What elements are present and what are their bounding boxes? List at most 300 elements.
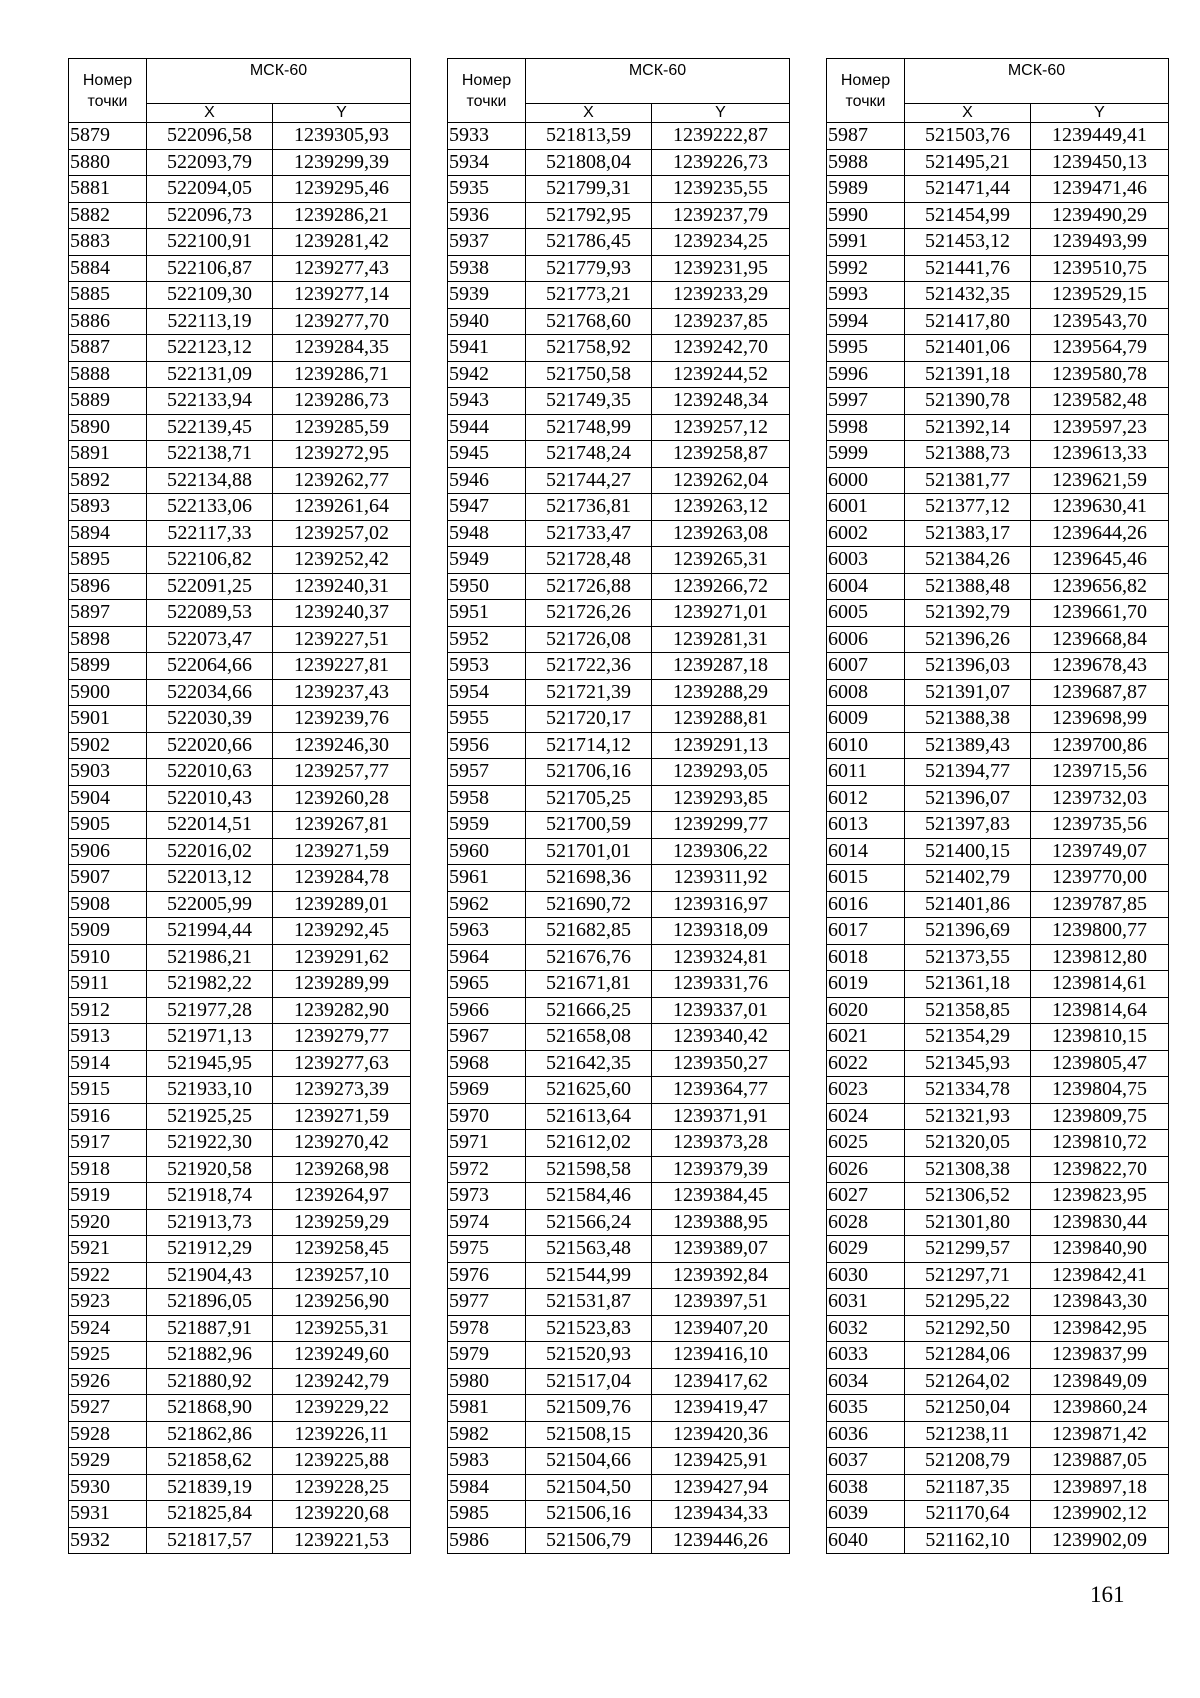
point-number-cell: 6004 <box>827 573 905 600</box>
x-coordinate-cell: 521705,25 <box>526 785 652 812</box>
table-row <box>448 1236 790 1263</box>
y-coordinate-cell: 1239902,12 <box>1031 1501 1169 1528</box>
y-coordinate-cell: 1239277,43 <box>273 255 411 282</box>
table-row <box>448 388 790 415</box>
table-row <box>827 1130 1169 1157</box>
point-number-cell: 6021 <box>827 1024 905 1051</box>
point-number-cell: 5894 <box>69 520 147 547</box>
y-coordinate-cell: 1239293,85 <box>652 785 790 812</box>
y-coordinate-cell: 1239749,07 <box>1031 838 1169 865</box>
table-row <box>827 838 1169 865</box>
y-coordinate-cell: 1239830,44 <box>1031 1209 1169 1236</box>
y-coordinate-cell: 1239227,51 <box>273 626 411 653</box>
point-number-cell: 5958 <box>448 785 526 812</box>
table-row <box>69 1103 411 1130</box>
y-coordinate-cell: 1239220,68 <box>273 1501 411 1528</box>
table-row <box>69 123 411 150</box>
y-coordinate-cell: 1239373,28 <box>652 1130 790 1157</box>
x-coordinate-cell: 521912,29 <box>147 1236 273 1263</box>
y-coordinate-cell: 1239257,10 <box>273 1262 411 1289</box>
table-row <box>448 1024 790 1051</box>
x-coordinate-cell: 521825,84 <box>147 1501 273 1528</box>
point-number-cell: 6022 <box>827 1050 905 1077</box>
table-row <box>448 1368 790 1395</box>
point-number-cell: 5981 <box>448 1395 526 1422</box>
y-coordinate-cell: 1239295,46 <box>273 176 411 203</box>
point-number-cell: 5957 <box>448 759 526 786</box>
y-coordinate-cell: 1239644,26 <box>1031 520 1169 547</box>
point-number-cell: 5972 <box>448 1156 526 1183</box>
y-coordinate-cell: 1239371,91 <box>652 1103 790 1130</box>
y-coordinate-cell: 1239277,70 <box>273 308 411 335</box>
y-coordinate-cell: 1239732,03 <box>1031 785 1169 812</box>
y-coordinate-cell: 1239286,73 <box>273 388 411 415</box>
table-row <box>827 1024 1169 1051</box>
y-coordinate-cell: 1239240,31 <box>273 573 411 600</box>
point-number-cell: 5969 <box>448 1077 526 1104</box>
table-row <box>827 759 1169 786</box>
table-row <box>69 467 411 494</box>
y-coordinate-cell: 1239510,75 <box>1031 255 1169 282</box>
x-coordinate-cell: 521748,99 <box>526 414 652 441</box>
point-number-cell: 5939 <box>448 282 526 309</box>
x-coordinate-cell: 521396,26 <box>905 626 1031 653</box>
table-row <box>448 441 790 468</box>
table-row <box>69 1024 411 1051</box>
y-coordinate-cell: 1239284,78 <box>273 865 411 892</box>
x-coordinate-cell: 522064,66 <box>147 653 273 680</box>
x-coordinate-cell: 522138,71 <box>147 441 273 468</box>
x-coordinate-cell: 521400,15 <box>905 838 1031 865</box>
point-number-cell: 5922 <box>69 1262 147 1289</box>
x-coordinate-cell: 521297,71 <box>905 1262 1031 1289</box>
point-number-cell: 6003 <box>827 547 905 574</box>
table-row <box>69 494 411 521</box>
y-coordinate-cell: 1239427,94 <box>652 1474 790 1501</box>
point-number-cell: 5925 <box>69 1342 147 1369</box>
table-row <box>827 573 1169 600</box>
x-coordinate-cell: 521396,03 <box>905 653 1031 680</box>
y-coordinate-cell: 1239630,41 <box>1031 494 1169 521</box>
table-row <box>827 467 1169 494</box>
table-row <box>827 918 1169 945</box>
y-coordinate-cell: 1239264,97 <box>273 1183 411 1210</box>
y-coordinate-cell: 1239493,99 <box>1031 229 1169 256</box>
x-coordinate-cell: 521417,80 <box>905 308 1031 335</box>
table-row <box>827 1103 1169 1130</box>
table-row <box>69 1501 411 1528</box>
table-row <box>827 653 1169 680</box>
x-coordinate-cell: 521471,44 <box>905 176 1031 203</box>
y-coordinate-cell: 1239291,13 <box>652 732 790 759</box>
x-header: X <box>905 104 1031 123</box>
x-coordinate-cell: 521971,13 <box>147 1024 273 1051</box>
x-coordinate-cell: 521345,93 <box>905 1050 1031 1077</box>
table-row <box>827 1209 1169 1236</box>
x-coordinate-cell: 521566,24 <box>526 1209 652 1236</box>
y-coordinate-cell: 1239687,87 <box>1031 679 1169 706</box>
point-number-cell: 6012 <box>827 785 905 812</box>
table-row <box>448 1156 790 1183</box>
x-coordinate-cell: 521799,31 <box>526 176 652 203</box>
point-number-cell: 6034 <box>827 1368 905 1395</box>
point-number-header: Номер точки <box>448 59 526 123</box>
point-number-cell: 5896 <box>69 573 147 600</box>
x-coordinate-cell: 521808,04 <box>526 149 652 176</box>
x-coordinate-cell: 521390,78 <box>905 388 1031 415</box>
x-coordinate-cell: 521584,46 <box>526 1183 652 1210</box>
table-row <box>448 785 790 812</box>
point-number-cell: 5994 <box>827 308 905 335</box>
point-number-cell: 5910 <box>69 944 147 971</box>
table-row <box>448 600 790 627</box>
x-coordinate-cell: 521749,35 <box>526 388 652 415</box>
y-coordinate-cell: 1239225,88 <box>273 1448 411 1475</box>
y-coordinate-cell: 1239837,99 <box>1031 1342 1169 1369</box>
y-coordinate-cell: 1239871,42 <box>1031 1421 1169 1448</box>
point-number-cell: 5912 <box>69 997 147 1024</box>
x-coordinate-cell: 521238,11 <box>905 1421 1031 1448</box>
x-header: X <box>147 104 273 123</box>
table-row <box>827 282 1169 309</box>
x-coordinate-cell: 521509,76 <box>526 1395 652 1422</box>
point-number-cell: 5924 <box>69 1315 147 1342</box>
table-row <box>69 547 411 574</box>
y-coordinate-cell: 1239286,21 <box>273 202 411 229</box>
x-coordinate-cell: 521701,01 <box>526 838 652 865</box>
y-coordinate-cell: 1239822,70 <box>1031 1156 1169 1183</box>
x-coordinate-cell: 521994,44 <box>147 918 273 945</box>
y-coordinate-cell: 1239226,73 <box>652 149 790 176</box>
x-coordinate-cell: 521384,26 <box>905 547 1031 574</box>
table-row <box>827 494 1169 521</box>
point-number-cell: 5917 <box>69 1130 147 1157</box>
table-row <box>448 1395 790 1422</box>
x-coordinate-cell: 521918,74 <box>147 1183 273 1210</box>
x-coordinate-cell: 522094,05 <box>147 176 273 203</box>
table-row <box>827 1501 1169 1528</box>
y-coordinate-cell: 1239255,31 <box>273 1315 411 1342</box>
point-number-cell: 5886 <box>69 308 147 335</box>
table-row <box>448 176 790 203</box>
y-coordinate-cell: 1239324,81 <box>652 944 790 971</box>
table-row <box>448 732 790 759</box>
table-row <box>69 1183 411 1210</box>
point-number-cell: 5900 <box>69 679 147 706</box>
table-row <box>448 1501 790 1528</box>
x-coordinate-cell: 521904,43 <box>147 1262 273 1289</box>
point-number-cell: 5993 <box>827 282 905 309</box>
point-number-cell: 6033 <box>827 1342 905 1369</box>
x-coordinate-cell: 521671,81 <box>526 971 652 998</box>
point-number-cell: 6001 <box>827 494 905 521</box>
table-row <box>69 202 411 229</box>
point-number-cell: 6008 <box>827 679 905 706</box>
table-row <box>69 997 411 1024</box>
point-number-cell: 5915 <box>69 1077 147 1104</box>
point-number-cell: 5890 <box>69 414 147 441</box>
point-number-cell: 5943 <box>448 388 526 415</box>
y-coordinate-cell: 1239234,25 <box>652 229 790 256</box>
y-coordinate-cell: 1239580,78 <box>1031 361 1169 388</box>
point-number-cell: 5996 <box>827 361 905 388</box>
y-coordinate-cell: 1239266,72 <box>652 573 790 600</box>
x-coordinate-cell: 521728,48 <box>526 547 652 574</box>
point-number-cell: 5954 <box>448 679 526 706</box>
table-row <box>827 600 1169 627</box>
y-coordinate-cell: 1239318,09 <box>652 918 790 945</box>
table-row <box>448 838 790 865</box>
x-coordinate-cell: 521394,77 <box>905 759 1031 786</box>
y-coordinate-cell: 1239420,36 <box>652 1421 790 1448</box>
x-coordinate-cell: 521401,86 <box>905 891 1031 918</box>
point-number-cell: 6030 <box>827 1262 905 1289</box>
y-coordinate-cell: 1239228,25 <box>273 1474 411 1501</box>
table-row <box>448 308 790 335</box>
x-coordinate-cell: 521306,52 <box>905 1183 1031 1210</box>
y-coordinate-cell: 1239249,60 <box>273 1342 411 1369</box>
point-number-cell: 6023 <box>827 1077 905 1104</box>
y-coordinate-cell: 1239287,18 <box>652 653 790 680</box>
point-number-cell: 5888 <box>69 361 147 388</box>
table-row <box>827 1368 1169 1395</box>
x-coordinate-cell: 522139,45 <box>147 414 273 441</box>
y-coordinate-cell: 1239277,63 <box>273 1050 411 1077</box>
point-number-cell: 5934 <box>448 149 526 176</box>
x-coordinate-cell: 521503,76 <box>905 123 1031 150</box>
table-row <box>827 335 1169 362</box>
x-coordinate-cell: 521187,35 <box>905 1474 1031 1501</box>
table-row <box>448 229 790 256</box>
y-coordinate-cell: 1239384,45 <box>652 1183 790 1210</box>
x-coordinate-cell: 521396,69 <box>905 918 1031 945</box>
x-coordinate-cell: 521839,19 <box>147 1474 273 1501</box>
y-coordinate-cell: 1239417,62 <box>652 1368 790 1395</box>
x-coordinate-cell: 522096,73 <box>147 202 273 229</box>
x-coordinate-cell: 521868,90 <box>147 1395 273 1422</box>
y-coordinate-cell: 1239242,70 <box>652 335 790 362</box>
table-row <box>448 1209 790 1236</box>
table-row <box>827 1448 1169 1475</box>
table-row <box>69 600 411 627</box>
table-row <box>448 520 790 547</box>
y-coordinate-cell: 1239246,30 <box>273 732 411 759</box>
y-coordinate-cell: 1239271,01 <box>652 600 790 627</box>
table-row <box>827 308 1169 335</box>
table-row <box>448 1050 790 1077</box>
x-coordinate-cell: 521388,48 <box>905 573 1031 600</box>
x-coordinate-cell: 521792,95 <box>526 202 652 229</box>
point-number-cell: 5913 <box>69 1024 147 1051</box>
y-coordinate-cell: 1239735,56 <box>1031 812 1169 839</box>
x-coordinate-cell: 522123,12 <box>147 335 273 362</box>
table-row <box>448 414 790 441</box>
point-number-cell: 5885 <box>69 282 147 309</box>
y-coordinate-cell: 1239715,56 <box>1031 759 1169 786</box>
x-coordinate-cell: 522089,53 <box>147 600 273 627</box>
coordinate-table-2 <box>447 58 790 1554</box>
point-number-cell: 5937 <box>448 229 526 256</box>
point-number-cell: 5951 <box>448 600 526 627</box>
x-coordinate-cell: 521320,05 <box>905 1130 1031 1157</box>
point-number-cell: 5935 <box>448 176 526 203</box>
y-coordinate-cell: 1239800,77 <box>1031 918 1169 945</box>
x-coordinate-cell: 521563,48 <box>526 1236 652 1263</box>
y-coordinate-cell: 1239257,77 <box>273 759 411 786</box>
y-coordinate-cell: 1239887,05 <box>1031 1448 1169 1475</box>
table-row <box>69 1077 411 1104</box>
point-number-cell: 5931 <box>69 1501 147 1528</box>
table-row <box>448 1130 790 1157</box>
table-row <box>448 1262 790 1289</box>
table-row <box>69 441 411 468</box>
table-row <box>448 812 790 839</box>
y-coordinate-cell: 1239237,43 <box>273 679 411 706</box>
x-coordinate-cell: 521750,58 <box>526 361 652 388</box>
y-coordinate-cell: 1239446,26 <box>652 1527 790 1554</box>
x-coordinate-cell: 521913,73 <box>147 1209 273 1236</box>
point-number-cell: 6024 <box>827 1103 905 1130</box>
point-number-cell: 5905 <box>69 812 147 839</box>
point-number-cell: 5997 <box>827 388 905 415</box>
table-row <box>448 997 790 1024</box>
x-coordinate-cell: 521544,99 <box>526 1262 652 1289</box>
point-number-cell: 5992 <box>827 255 905 282</box>
point-number-cell: 6038 <box>827 1474 905 1501</box>
table-row <box>69 865 411 892</box>
table-row <box>827 149 1169 176</box>
table-row <box>448 759 790 786</box>
table-row <box>448 335 790 362</box>
y-coordinate-cell: 1239621,59 <box>1031 467 1169 494</box>
y-coordinate-cell: 1239221,53 <box>273 1527 411 1554</box>
x-coordinate-cell: 521373,55 <box>905 944 1031 971</box>
point-number-cell: 5941 <box>448 335 526 362</box>
table-row <box>827 547 1169 574</box>
table-row <box>69 176 411 203</box>
point-number-cell: 6025 <box>827 1130 905 1157</box>
table-row <box>827 1183 1169 1210</box>
x-coordinate-cell: 521744,27 <box>526 467 652 494</box>
x-coordinate-cell: 521391,18 <box>905 361 1031 388</box>
y-coordinate-cell: 1239270,42 <box>273 1130 411 1157</box>
point-number-header: Номер точки <box>827 59 905 123</box>
point-number-cell: 6018 <box>827 944 905 971</box>
y-coordinate-cell: 1239235,55 <box>652 176 790 203</box>
point-number-cell: 6011 <box>827 759 905 786</box>
point-number-cell: 5923 <box>69 1289 147 1316</box>
x-coordinate-cell: 521676,76 <box>526 944 652 971</box>
y-coordinate-cell: 1239823,95 <box>1031 1183 1169 1210</box>
table-row <box>69 1315 411 1342</box>
point-number-cell: 5903 <box>69 759 147 786</box>
y-coordinate-cell: 1239389,07 <box>652 1236 790 1263</box>
x-coordinate-cell: 521736,81 <box>526 494 652 521</box>
x-coordinate-cell: 522109,30 <box>147 282 273 309</box>
y-coordinate-cell: 1239259,29 <box>273 1209 411 1236</box>
table-row <box>827 679 1169 706</box>
point-number-cell: 6014 <box>827 838 905 865</box>
y-coordinate-cell: 1239288,29 <box>652 679 790 706</box>
y-coordinate-cell: 1239292,45 <box>273 918 411 945</box>
point-number-cell: 5918 <box>69 1156 147 1183</box>
y-coordinate-cell: 1239285,59 <box>273 414 411 441</box>
point-number-cell: 6006 <box>827 626 905 653</box>
x-coordinate-cell: 521882,96 <box>147 1342 273 1369</box>
x-coordinate-cell: 522020,66 <box>147 732 273 759</box>
x-coordinate-cell: 521334,78 <box>905 1077 1031 1104</box>
x-coordinate-cell: 521396,07 <box>905 785 1031 812</box>
y-coordinate-cell: 1239419,47 <box>652 1395 790 1422</box>
point-number-cell: 5988 <box>827 149 905 176</box>
table-row <box>448 1183 790 1210</box>
y-coordinate-cell: 1239248,34 <box>652 388 790 415</box>
table-row <box>69 706 411 733</box>
x-coordinate-cell: 521301,80 <box>905 1209 1031 1236</box>
table-row <box>827 441 1169 468</box>
y-coordinate-cell: 1239337,01 <box>652 997 790 1024</box>
y-coordinate-cell: 1239293,05 <box>652 759 790 786</box>
point-number-cell: 5963 <box>448 918 526 945</box>
x-coordinate-cell: 522073,47 <box>147 626 273 653</box>
table-row <box>448 626 790 653</box>
point-number-cell: 5986 <box>448 1527 526 1554</box>
table-row <box>69 335 411 362</box>
table-row <box>448 891 790 918</box>
point-number-cell: 5938 <box>448 255 526 282</box>
y-coordinate-cell: 1239244,52 <box>652 361 790 388</box>
table-row <box>827 865 1169 892</box>
y-header: Y <box>652 104 790 123</box>
y-coordinate-cell: 1239262,77 <box>273 467 411 494</box>
table-row <box>827 1474 1169 1501</box>
table-row <box>448 944 790 971</box>
y-coordinate-cell: 1239804,75 <box>1031 1077 1169 1104</box>
x-coordinate-cell: 521817,57 <box>147 1527 273 1554</box>
table-row <box>448 547 790 574</box>
table-row <box>827 706 1169 733</box>
y-coordinate-cell: 1239407,20 <box>652 1315 790 1342</box>
y-coordinate-cell: 1239897,18 <box>1031 1474 1169 1501</box>
x-coordinate-cell: 521162,10 <box>905 1527 1031 1554</box>
point-number-cell: 6017 <box>827 918 905 945</box>
table-row <box>827 812 1169 839</box>
table-row <box>69 785 411 812</box>
point-number-cell: 6019 <box>827 971 905 998</box>
point-number-cell: 5974 <box>448 1209 526 1236</box>
y-coordinate-cell: 1239237,79 <box>652 202 790 229</box>
x-coordinate-cell: 521722,36 <box>526 653 652 680</box>
point-number-cell: 6029 <box>827 1236 905 1263</box>
x-coordinate-cell: 521773,21 <box>526 282 652 309</box>
x-coordinate-cell: 521508,15 <box>526 1421 652 1448</box>
x-coordinate-cell: 521299,57 <box>905 1236 1031 1263</box>
y-coordinate-cell: 1239231,95 <box>652 255 790 282</box>
y-coordinate-cell: 1239392,84 <box>652 1262 790 1289</box>
table-row <box>827 997 1169 1024</box>
y-coordinate-cell: 1239260,28 <box>273 785 411 812</box>
y-coordinate-cell: 1239613,33 <box>1031 441 1169 468</box>
point-number-cell: 5898 <box>69 626 147 653</box>
point-number-cell: 5908 <box>69 891 147 918</box>
x-coordinate-cell: 521383,17 <box>905 520 1031 547</box>
point-number-cell: 5947 <box>448 494 526 521</box>
table-row <box>69 414 411 441</box>
y-coordinate-cell: 1239288,81 <box>652 706 790 733</box>
x-coordinate-cell: 522133,06 <box>147 494 273 521</box>
table-row <box>69 626 411 653</box>
table-row <box>827 1077 1169 1104</box>
